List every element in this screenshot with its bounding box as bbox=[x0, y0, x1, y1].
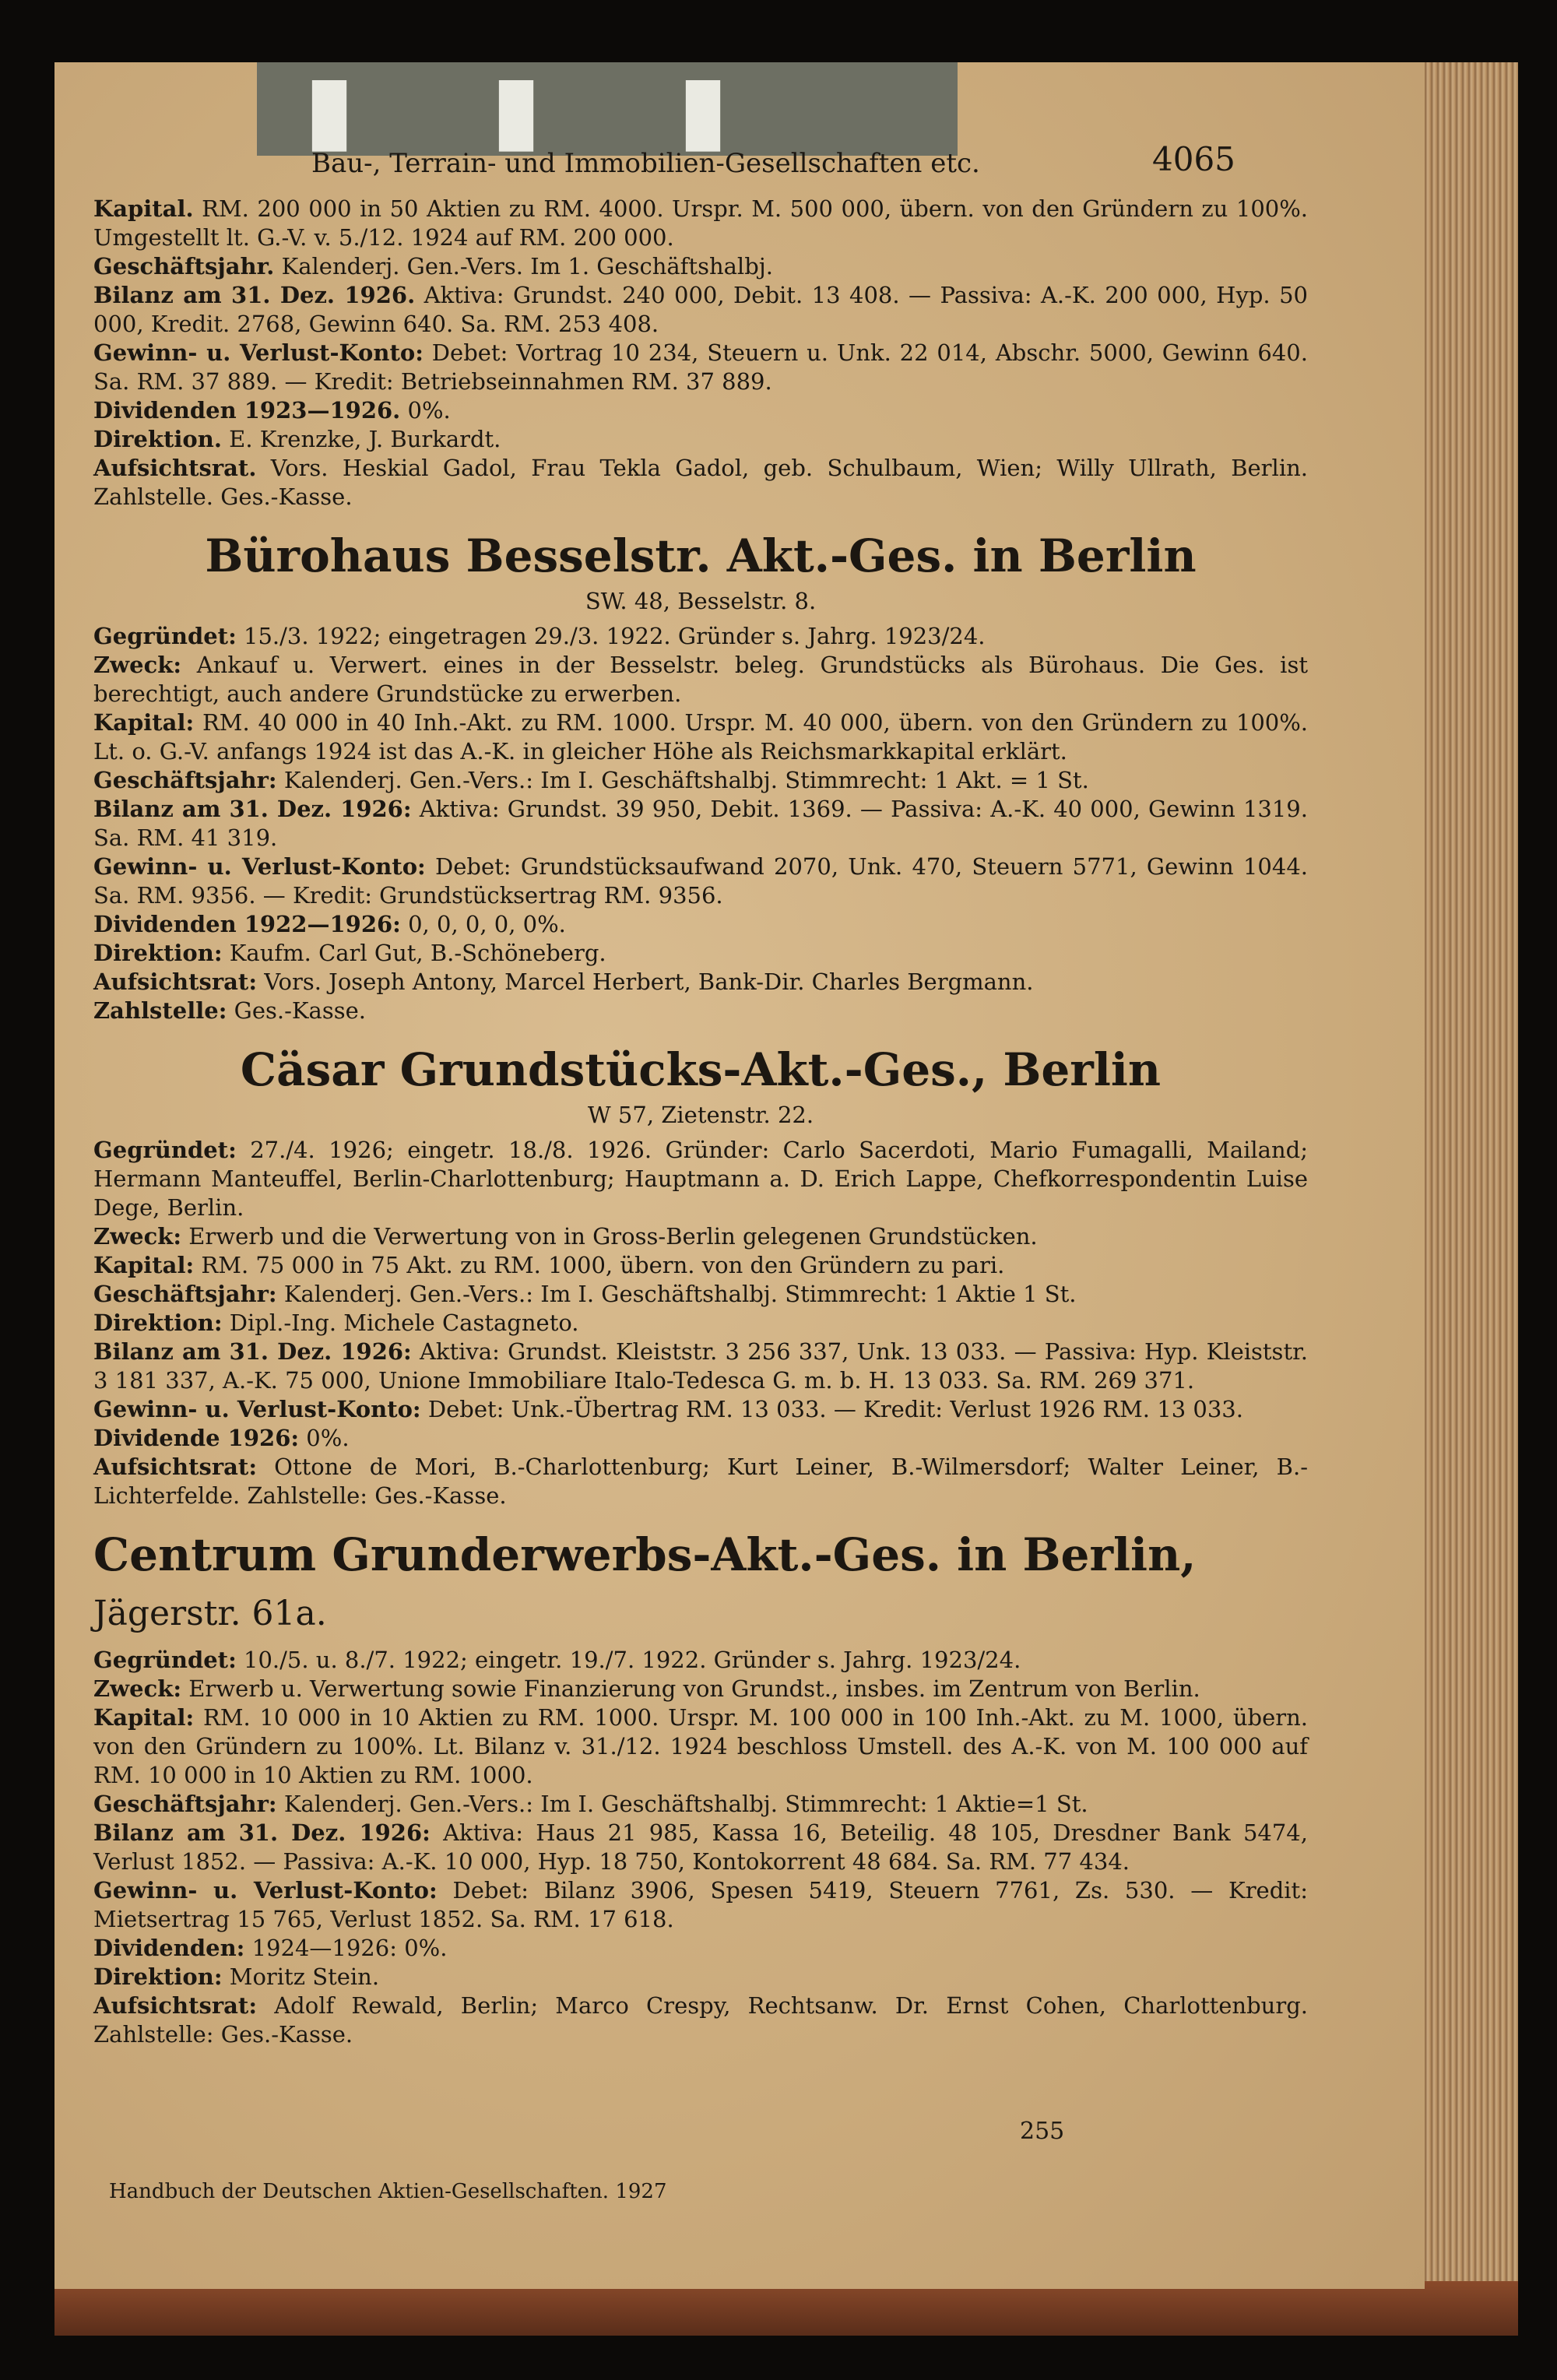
entry-line: Zahlstelle: Ges.-Kasse. bbox=[93, 997, 366, 1024]
entry-line: Dividende 1926: 0%. bbox=[93, 1425, 350, 1451]
book-page-edges bbox=[1409, 62, 1518, 2336]
company-address: W 57, Zietenstr. 22. bbox=[587, 1102, 814, 1128]
entry-line: Kapital: RM. 10 000 in 10 Aktien zu RM. 1000. Urspr. M. 100 000 in 100 Inh.-Akt. zu M. 1000, übern. von den Gründern zu 100%. Lt. Bilanz v. 31./12. 1924 beschloss Umstell. des A.-K. von M. 100 000 auf RM. 10 000 in 10 Aktien zu RM. 1000. bbox=[93, 1704, 1308, 1788]
entry-line: Geschäftsjahr. Kalenderj. Gen.-Vers. Im 1. Geschäftshalbj. bbox=[93, 253, 773, 279]
entry-line: Gegründet: 27./4. 1926; eingetr. 18./8. 1926. Gründer: Carlo Sacerdoti, Mario Fumagalli, Mailand; Hermann Manteuffel, Berlin-Charlottenburg; Hauptmann a. D. Erich Lappe, Chefkorrespondentin Luise Dege, Berlin. bbox=[93, 1137, 1308, 1221]
book-cover-edge bbox=[54, 2281, 1518, 2336]
running-header bbox=[93, 140, 1308, 195]
entry-line: Bilanz am 31. Dez. 1926: Aktiva: Haus 21 985, Kassa 16, Beteilig. 48 105, Dresdner Bank 5474, Verlust 1852. — Passiva: A.-K. 10 000, Hyp. 18 750, Kontokorrent 48 684. Sa. RM. 77 434. bbox=[93, 1819, 1308, 1875]
entry-line: Bilanz am 31. Dez. 1926. Aktiva: Grundst. 240 000, Debit. 13 408. — Passiva: A.-K. 200 000, Hyp. 50 000, Kredit. 2768, Gewinn 640. Sa. RM. 253 408. bbox=[93, 282, 1308, 337]
entry-block bbox=[93, 1042, 1308, 1510]
company-name: Cäsar Grundstücks-Akt.-Ges., Berlin bbox=[240, 1043, 1162, 1096]
tape-glyph: ▮ bbox=[490, 62, 543, 156]
entry-block bbox=[93, 195, 1308, 512]
entry-line: Direktion. E. Krenzke, J. Burkardt. bbox=[93, 426, 501, 452]
entry-line: Gewinn- u. Verlust-Konto: Debet: Unk.-Übertrag RM. 13 033. — Kredit: Verlust 1926 RM. 13 033. bbox=[93, 1396, 1243, 1422]
entry-line: Kapital: RM. 40 000 in 40 Inh.-Akt. zu RM. 1000. Urspr. M. 40 000, übern. von den Gründern zu 100%. Lt. o. G.-V. anfangs 1924 ist das A.-K. in gleicher Höhe als Reichsmarkkapital erklärt. bbox=[93, 709, 1308, 765]
company-address: Jägerstr. 61a. bbox=[93, 1594, 327, 1633]
sheet-number: 255 bbox=[1020, 2118, 1065, 2145]
tape-glyph: ▮ bbox=[304, 62, 356, 156]
running-title: Bau-, Terrain- und Immobilien-Gesellschaften etc. bbox=[311, 148, 980, 179]
page-number: 4065 bbox=[1152, 140, 1235, 178]
entry-line: Gegründet: 10./5. u. 8./7. 1922; eingetr. 19./7. 1922. Gründer s. Jahrg. 1923/24. bbox=[93, 1647, 1021, 1673]
entry-line: Gewinn- u. Verlust-Konto: Debet: Grundstücksaufwand 2070, Unk. 470, Steuern 5771, Gewinn 1044. Sa. RM. 9356. — Kredit: Grundstücksertrag RM. 9356. bbox=[93, 853, 1308, 909]
company-name: Centrum Grunderwerbs-Akt.-Ges. in Berlin, bbox=[93, 1528, 1197, 1581]
footer-text: Handbuch der Deutschen Aktien-Gesellschaften. 1927 bbox=[109, 2180, 667, 2203]
entry-line: Zweck: Erwerb u. Verwertung sowie Finanzierung von Grundst., insbes. im Zentrum von Berlin. bbox=[93, 1675, 1200, 1702]
entry-line: Gegründet: 15./3. 1922; eingetragen 29./3. 1922. Gründer s. Jahrg. 1923/24. bbox=[93, 623, 986, 649]
entry-block bbox=[93, 1527, 1308, 2049]
entry-line: Zweck: Erwerb und die Verwertung von in Gross-Berlin gelegenen Grundstücken. bbox=[93, 1223, 1038, 1250]
entry-line: Dividenden 1922—1926: 0, 0, 0, 0, 0%. bbox=[93, 911, 566, 937]
entry-line: Aufsichtsrat: Vors. Joseph Antony, Marcel Herbert, Bank-Dir. Charles Bergmann. bbox=[93, 969, 1034, 995]
entry-line: Geschäftsjahr: Kalenderj. Gen.-Vers.: Im I. Geschäftshalbj. Stimmrecht: 1 Akt. = 1 St. bbox=[93, 767, 1089, 793]
entry-line: Aufsichtsrat. Vors. Heskial Gadol, Frau Tekla Gadol, geb. Schulbaum, Wien; Willy Ullrath, Berlin. Zahlstelle. Ges.-Kasse. bbox=[93, 455, 1308, 510]
entry-line: Geschäftsjahr: Kalenderj. Gen.-Vers.: Im I. Geschäftshalbj. Stimmrecht: 1 Aktie 1 St. bbox=[93, 1281, 1077, 1307]
scan-background bbox=[54, 62, 1518, 2336]
tape-glyph: ▮ bbox=[677, 62, 729, 156]
company-name: Bürohaus Besselstr. Akt.-Ges. in Berlin bbox=[205, 529, 1197, 582]
entry-line: Kapital. RM. 200 000 in 50 Aktien zu RM. 4000. Urspr. M. 500 000, übern. von den Gründern zu 100%. Umgestellt lt. G.-V. v. 5./12. 1924 auf RM. 200 000. bbox=[93, 195, 1308, 251]
entry-line: Geschäftsjahr: Kalenderj. Gen.-Vers.: Im I. Geschäftshalbj. Stimmrecht: 1 Aktie=1 St. bbox=[93, 1791, 1088, 1817]
entry-line: Dividenden 1923—1926. 0%. bbox=[93, 397, 451, 424]
entry-line: Direktion: Dipl.-Ing. Michele Castagneto. bbox=[93, 1310, 579, 1336]
book-page bbox=[54, 62, 1425, 2289]
entry-line: Aufsichtsrat: Adolf Rewald, Berlin; Marco Crespy, Rechtsanw. Dr. Ernst Cohen, Charlottenburg. Zahlstelle: Ges.-Kasse. bbox=[93, 1992, 1308, 2048]
company-address: SW. 48, Besselstr. 8. bbox=[585, 588, 817, 614]
entry-line: Direktion: Moritz Stein. bbox=[93, 1963, 380, 1990]
entry-line: Bilanz am 31. Dez. 1926: Aktiva: Grundst. 39 950, Debit. 1369. — Passiva: A.-K. 40 000, Gewinn 1319. Sa. RM. 41 319. bbox=[93, 796, 1308, 851]
company-heading bbox=[93, 1527, 1308, 1641]
entry-line: Gewinn- u. Verlust-Konto: Debet: Vortrag 10 234, Steuern u. Unk. 22 014, Abschr. 5000, Gewinn 640. Sa. RM. 37 889. — Kredit: Betriebseinnahmen RM. 37 889. bbox=[93, 339, 1308, 395]
entry-line: Dividenden: 1924—1926: 0%. bbox=[93, 1935, 448, 1961]
entry-line: Kapital: RM. 75 000 in 75 Akt. zu RM. 1000, übern. von den Gründern zu pari. bbox=[93, 1252, 1005, 1278]
entry-line: Bilanz am 31. Dez. 1926: Aktiva: Grundst. Kleiststr. 3 256 337, Unk. 13 033. — Passiva: Hyp. Kleiststr. 3 181 337, A.-K. 75 000, Unione Immobiliare Italo-Tedesca G. m. b. H. 13 033. Sa. RM. 269 371. bbox=[93, 1338, 1308, 1394]
entry-line: Zweck: Ankauf u. Verwert. eines in der Besselstr. beleg. Grundstücks als Bürohaus. Die Ges. ist berechtigt, auch andere Grundstücke zu erwerben. bbox=[93, 652, 1308, 707]
entry-line: Direktion: Kaufm. Carl Gut, B.-Schöneberg. bbox=[93, 940, 606, 966]
entry-line: Aufsichtsrat: Ottone de Mori, B.-Charlottenburg; Kurt Leiner, B.-Wilmersdorf; Walter Leiner, B.-Lichterfelde. Zahlstelle: Ges.-Kasse. bbox=[93, 1454, 1308, 1509]
page-content bbox=[93, 140, 1308, 2049]
entry-block bbox=[93, 529, 1308, 1025]
entry-line: Gewinn- u. Verlust-Konto: Debet: Bilanz 3906, Spesen 5419, Steuern 7761, Zs. 530. — Kredit: Mietsertrag 15 765, Verlust 1852. Sa. RM. 17 618. bbox=[93, 1877, 1308, 1932]
